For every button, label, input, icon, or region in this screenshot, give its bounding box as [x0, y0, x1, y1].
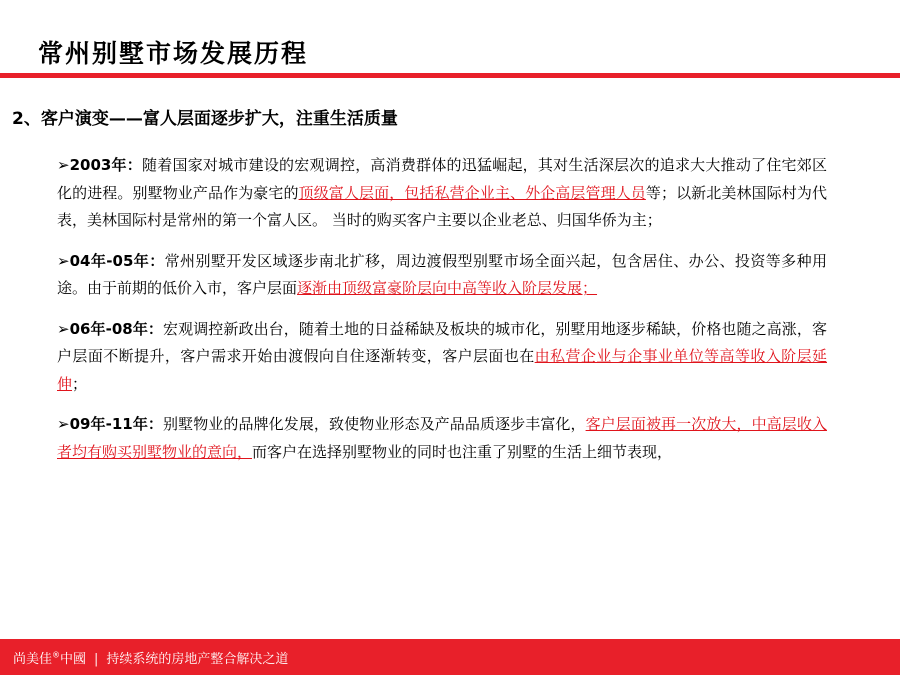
- arrowhead-bullet-icon: ➢: [57, 415, 70, 433]
- paragraph-06-08: [57, 316, 827, 399]
- title-divider: [0, 73, 900, 78]
- arrowhead-bullet-icon: ➢: [57, 251, 70, 270]
- brand-suffix: 中國: [60, 652, 87, 667]
- footer-bar: [0, 639, 900, 675]
- brand-name: 尚美佳: [13, 652, 53, 667]
- paragraph-text: 随着国家对城市建设的宏观调控，高消费群体的迅猛崛起，其对生活深层次的追求大大推动了住宅郊区化的进程。别墅物业产品作为豪宅的: [57, 156, 827, 202]
- period-label: 04年-05年：: [69, 251, 165, 270]
- content-body: [57, 152, 827, 479]
- footer-branding: [13, 648, 288, 667]
- arrowhead-bullet-icon: ➢: [57, 156, 70, 174]
- paragraph-2003: [57, 152, 827, 235]
- section-subtitle: 2、客户演变——富人层面逐步扩大，注重生活质量: [12, 109, 398, 129]
- paragraph-09-11: [57, 411, 827, 466]
- paragraph-text: 常州别墅开发区域逐步南北扩移，周边渡假型别墅市场全面兴起，包含居住、办公、投资等多种用途。由于前期的低价入市，客户层面: [57, 251, 827, 297]
- highlighted-text: 顶级富人层面，包括私营企业主、外企高层管理人员: [298, 183, 646, 202]
- highlighted-text: 逐渐由顶级富豪阶层向中高等收入阶层发展；: [297, 279, 598, 297]
- arrowhead-bullet-icon: ➢: [57, 319, 70, 338]
- highlighted-text: 由私营企业与企事业单位等高等收入阶层延伸: [57, 347, 827, 393]
- period-label: 06年-08年：: [69, 319, 164, 338]
- paragraph-text: 宏观调控新政出台，随着土地的日益稀缺及板块的城市化，别墅用地逐步稀缺，价格也随之高涨，客户层面不断提升，客户需求开始由渡假向自住逐渐转变，客户层面也在: [57, 319, 827, 365]
- highlighted-text: 客户层面被再一次放大，中高层收入者均有购买别墅物业的意向，: [57, 415, 827, 461]
- paragraph-text: 等；以新北美林国际村为代表，美林国际村是常州的第一个富人区。 当时的购买客户主要以企业老总、归国华侨为主；: [57, 183, 827, 229]
- footer-separator: |: [94, 652, 99, 667]
- period-label: 2003年：: [69, 156, 143, 174]
- paragraph-text: ；: [72, 374, 88, 393]
- footer-slogan: 持续系统的房地产整合解决之道: [106, 652, 289, 667]
- page-title: 常州别墅市场发展历程: [38, 39, 309, 68]
- paragraph-text: 而客户在选择别墅物业的同时也注重了别墅的生活上细节表现，: [252, 442, 673, 461]
- paragraph-04-05: [57, 248, 827, 303]
- registered-mark: ®: [52, 650, 61, 660]
- paragraph-text: 别墅物业的品牌化发展，致使物业形态及产品品质逐步丰富化，: [163, 415, 586, 433]
- period-label: 09年-11年：: [69, 415, 164, 433]
